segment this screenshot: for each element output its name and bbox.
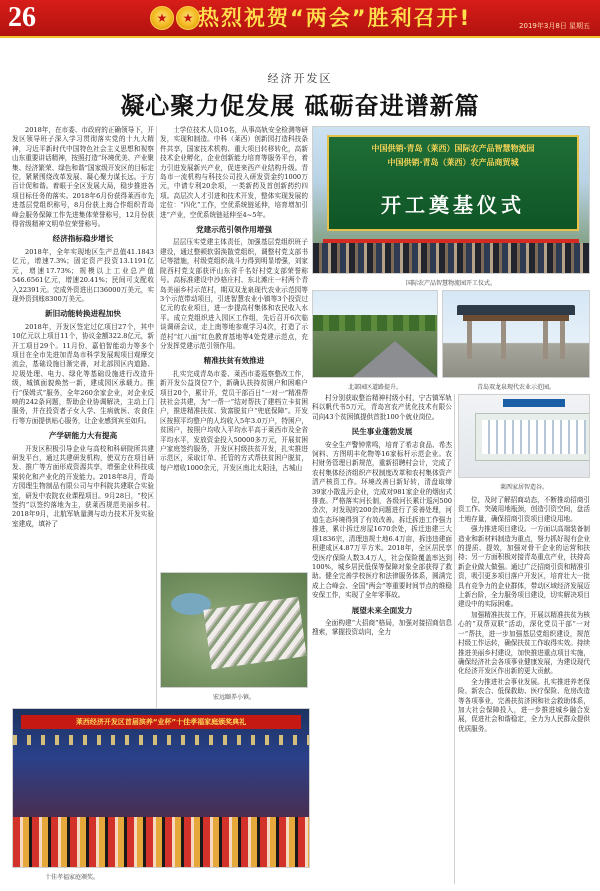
gate-pillar xyxy=(501,321,506,359)
photo-award-ceremony xyxy=(12,708,310,868)
paragraph: 层层压实党建主体责任，加强基层党组织班子建设，通过整顿软弱涣散党组织，调整村党支部书记等措施，村级党组织战斗力得到明显增强，刘家院西村党支部获评山东省千名好村党支部荣誉称号。高标准建设中沙格庄村、东北滩庄一村两个青岛美丽乡村示范村，期双双龙泉现代农业示范园等3个示范带动项目，引进智慧农业小镇等3个投资过亿元的农业项目，进一步提高村集体和农民收入水平。成立党组织进入园区工作组，先后召开6次临谈调研会议，走上南等地参观学习4次，打造了示范村“红八面”红色教育基地等4处党建示范点，充分发挥党建示范引领作用。 xyxy=(160,238,308,350)
photo-park-gate xyxy=(442,290,590,378)
paragraph: 加强精准扶贫工作，开展以精准扶贫为核心的“双帮双联”活动，深化党员干部“一对一”帮扶，进一步加强基层党组织建设，规范村级工作运转，确保扶贫工作取得实效。持续推进美丽乡村建设，加快推进重点项目实施，确保经济社会各项事业健康发展，为建设现代化经济开发区作出新的更大贡献。 xyxy=(458,610,590,676)
gate-pillar xyxy=(543,321,548,359)
photo-caption: 国际农产品智慧物流园开工仪式。 xyxy=(405,280,496,287)
paragraph: 村分别获取整治精神村级小村，宁古镇军轨科以帆代书5万元，青岛宫农产优化技术有限公司向43个贫困镇提供首批100个就业岗位。 xyxy=(312,394,452,421)
paragraph: 安全生产警钟常鸣，培育了希志食品、希杰饲料、方图明丰化物等16家标杆示范企业。农村财务管理日新规范，重新招聘村会计，完成了农村集体经济组织产权制度改革和农村集体资产清产核资工作。环境改善日新好转，清盘取缔39家小散乱污企业，完成对981家企业的烟囱式排查。严格落实河长制，各级河长累计巡河500余次，对发现的200余问题进行了妥善处理，河道生态环境得到了有效改善。拆迁拆违工作强力推进，累计拆迁房屋1670余处，拆迁违建三大项1836宗，清理违规土地6.4万亩，拆违违建面积建成区4.87万平方米。2018年，全区居民享受医疗保险人数3.4万人，社会保险覆盖率达到100%，城乡居民低保等保障对象全部获得了救助。健全完善学校医疗和法律服务体系，圆满完成上合峰会、全国“两会”等重要时间节点的维稳安保工作，实现了全年零事故。 xyxy=(312,440,452,600)
paragraph: 全面构建“大招商”格局，加强对接招商信息搜索，掌握投资动向，全力 xyxy=(312,618,452,637)
column-divider xyxy=(156,126,157,716)
photo-groundbreaking-ceremony xyxy=(312,126,590,274)
paragraph: 开发区积极引导企业与高校和科研院所共建研发平台，通过共建研发机构，使双方在项目研发、推广等方面形成资源共享，增强企业科技成果转化和产业化的开发能力。2018年8月，青岛方园理生物制品有限公司与中科院共建联合实验室，研发中农院农业课程项目。9月28日，“校区签约”以签约落地为主，获莱西规范美丽乡村。2018年9月，北航军轨量测与动力技术开发实验室建成，填补了 xyxy=(12,444,154,528)
tree-line xyxy=(313,315,437,331)
cppcc-emblem-icon xyxy=(176,6,200,30)
paragraph: 士学位技术人员10名，从事高轨安全检测等研发，实现和制造。中科（莱西）创新园打造科技条件共享，国家技术机构、重大项目转移转化，高新技术企业孵化，企业创新能力培育等服务平台，着力引进发展新兴产业，促进来西产业结构升级。青岛市一流机构与科技公司投入研发资金约1000万元，中请专利20余项，一类新药及首创新药约四项。高层次人才引进和技术开发，整体实现发展的定位：“四化”工作，空优系统链延伸，培育增加引进“产业，空优系统链延伸至4~5年。 xyxy=(160,126,308,219)
paragraph: 2018年，全年实现地区生产总值41.1843亿元，增速7.3%；固定资产投资13.1191亿元，增速17.73%；规模以上工业总产值546.6561亿元，增速20.41%；民间可支配收入22391元。完成外资进出口36000万美元，实现外资到账8300万美元。 xyxy=(12,247,154,303)
paragraph: 全力推进社会事业发展。扎实推进养老保险、新农合、低保救助、医疗保险、危房改造等各项事业，完善扶贫济困和社会救助体系，加大社会保障投入，进一步推进城乡融合发展，促进社会和谐稳定，全力为人民群众提供优质服务。 xyxy=(458,677,590,733)
issue-date: 2019年3月8日 星期五 xyxy=(519,22,590,30)
stage-lights xyxy=(13,735,309,745)
column-3 xyxy=(312,394,452,884)
gate-pillar xyxy=(467,321,472,359)
subheading-energy-conversion: 新旧动能转换进程加快 xyxy=(45,309,121,319)
banner-divider xyxy=(0,36,600,38)
photo-caption: 青岛双龙泉现代农业示范园。 xyxy=(476,384,555,391)
subheading-livelihood: 民生事业蓬勃发展 xyxy=(351,427,413,437)
award-recipients xyxy=(13,817,309,867)
article-title: 凝心聚力促发展 砥砺奋进谱新篇 xyxy=(120,92,480,120)
ceremony-stage-board xyxy=(327,135,579,231)
banner-headline: 热烈祝贺“两会”胜利召开! xyxy=(198,6,472,30)
gate-beam xyxy=(463,315,569,321)
subheading-research-capacity: 产学研能力大有提高 xyxy=(48,431,118,441)
model-buildings xyxy=(482,420,586,454)
subheading-outlook: 展望未来全面发力 xyxy=(351,605,413,615)
photo-aerial-town xyxy=(160,572,308,688)
gate-roof xyxy=(457,305,575,315)
national-emblem-icon xyxy=(150,6,174,30)
award-banner-text: 莱西经济开发区首届滨养“业杯”十佳孝福家庭颁奖典礼 xyxy=(75,718,247,726)
column-4 xyxy=(458,496,590,884)
board-main-text: 开工奠基仪式 xyxy=(381,193,525,217)
photo-caption: 十佳孝福家庭颁奖。 xyxy=(44,874,99,881)
subheading-economic-indicators: 经济指标稳步增长 xyxy=(52,234,114,244)
subheading-poverty-alleviation: 精准扶贫有效推进 xyxy=(203,356,265,366)
board-title: 中国供销·青岛（莱西）国际农产品智慧物流园 xyxy=(371,144,535,153)
page-number: 26 xyxy=(8,2,36,33)
column-2 xyxy=(160,126,308,566)
sand-table-model xyxy=(475,413,590,461)
photo-home-valley-model xyxy=(458,394,590,478)
gate-pillar xyxy=(560,321,565,359)
road xyxy=(353,341,437,377)
paragraph: 扎实完成青岛市委、莱西市委巡察整改工作，新开发公益岗位7个，新确认扶持贫困户和困难户项目20个，累计开，党员干部百日“一对一”精准帮扶社会共建，为“一帮一”结对帮扶了建档立卡贫困户，推进精准扶贫、致富脱贫户“兜底保障”。开发区按照平均整户的人均收入5年3.0万户，特困户，贫困户，按照户均收入平均水平高于莱西市及全省平均水平，发放资金投入50000多万元，开展贫困户家庭签约服务，开发区村级扶贫开发，扎实推进示范区，采取订单、托管的方式帮扶贫困户脱贫，每户增收1000余元，开发区南北太阳洼，古城山 xyxy=(160,369,308,472)
paragraph: 位，及时了解招商动态，不断推动招商引资工作。突破用地瓶颈，创造引资空间，盘活土地存量，确保招商引资项目建设用地。 xyxy=(458,496,590,523)
crowd xyxy=(313,243,589,273)
photo-caption: 北部园区道路提升。 xyxy=(347,384,402,391)
photo-caption: 莱西家居智造谷。 xyxy=(499,484,548,491)
paragraph: 强力推进项目建设。一方面以高端装备制造业和新材料制造为重点，努力抓好现有企业的提质、提效，加强对骨干企业的运营和扶持；另一方面积极对接青岛重点产业，扶持高新企业做大做强。通过广泛招商引资和精准引资，吸引更多项目落户开发区，培育壮大一批具有竞争力的企业群体，带动区域经济发展迈上新台阶，全力服务项目建设，切实解决项目建设中的实际困难。 xyxy=(458,525,590,609)
intro-paragraph: 2018年，在市委、市政府的正确领导下，开发区领导班子深入学习贯彻落实党的十九大精神，习近平新时代中国特色社会主义思想和视察山东重要讲话精神，按照打造“环境优美、产业聚集、经济繁荣、绿色和谐”国家级开发区的目标定位，紧紧围绕改革发展、凝心聚力谋长远。于方百计促和谐。着眼于全区发展大局，稳步推进各项目标任务的落实。2018年6月份获得莱西市先进基层党组织称号，8月份获上海合作组织青岛峰会服务保障工作先进集体荣誉称号，12月份获得省级精神文明单位荣誉称号。 xyxy=(12,126,154,229)
paragraph: 2018年，开发区签定过亿项目27个，其中10亿元以上项目11个，协议金额322.8亿元，新开工项目29个。11月份，嘉伯智能动力等多个项目在全市先进加青岛市科学发展观项目观摩交流会，基础设施目渐完善，对北部园区内道路、垃圾处理、电力、绿化等基础设施进行改造升级，城镇面貌焕然一新，建成园区承载力。推行“保姆式”服务，全年260余家企业，对企业反映的242条问题，帮助企业协调解决，主动上门服务，并在投资者子女入学、生病就医、农食住行等方面提供贴心服务，让企业感到宾至如归。 xyxy=(12,322,154,425)
subheading-party-building: 党建示范引领作用增强 xyxy=(196,225,272,235)
model-signboard xyxy=(503,399,565,407)
header-banner xyxy=(0,0,600,36)
column-divider xyxy=(454,394,455,884)
residential-blocks xyxy=(203,597,306,670)
section-label: 经济开发区 xyxy=(267,72,333,85)
board-subtitle: 中国供销·青岛（莱西）农产品商贸城 xyxy=(387,158,519,167)
photo-caption: 宏远颐养小镇。 xyxy=(212,694,255,701)
photo-park-road xyxy=(312,290,438,378)
column-1 xyxy=(12,126,154,716)
